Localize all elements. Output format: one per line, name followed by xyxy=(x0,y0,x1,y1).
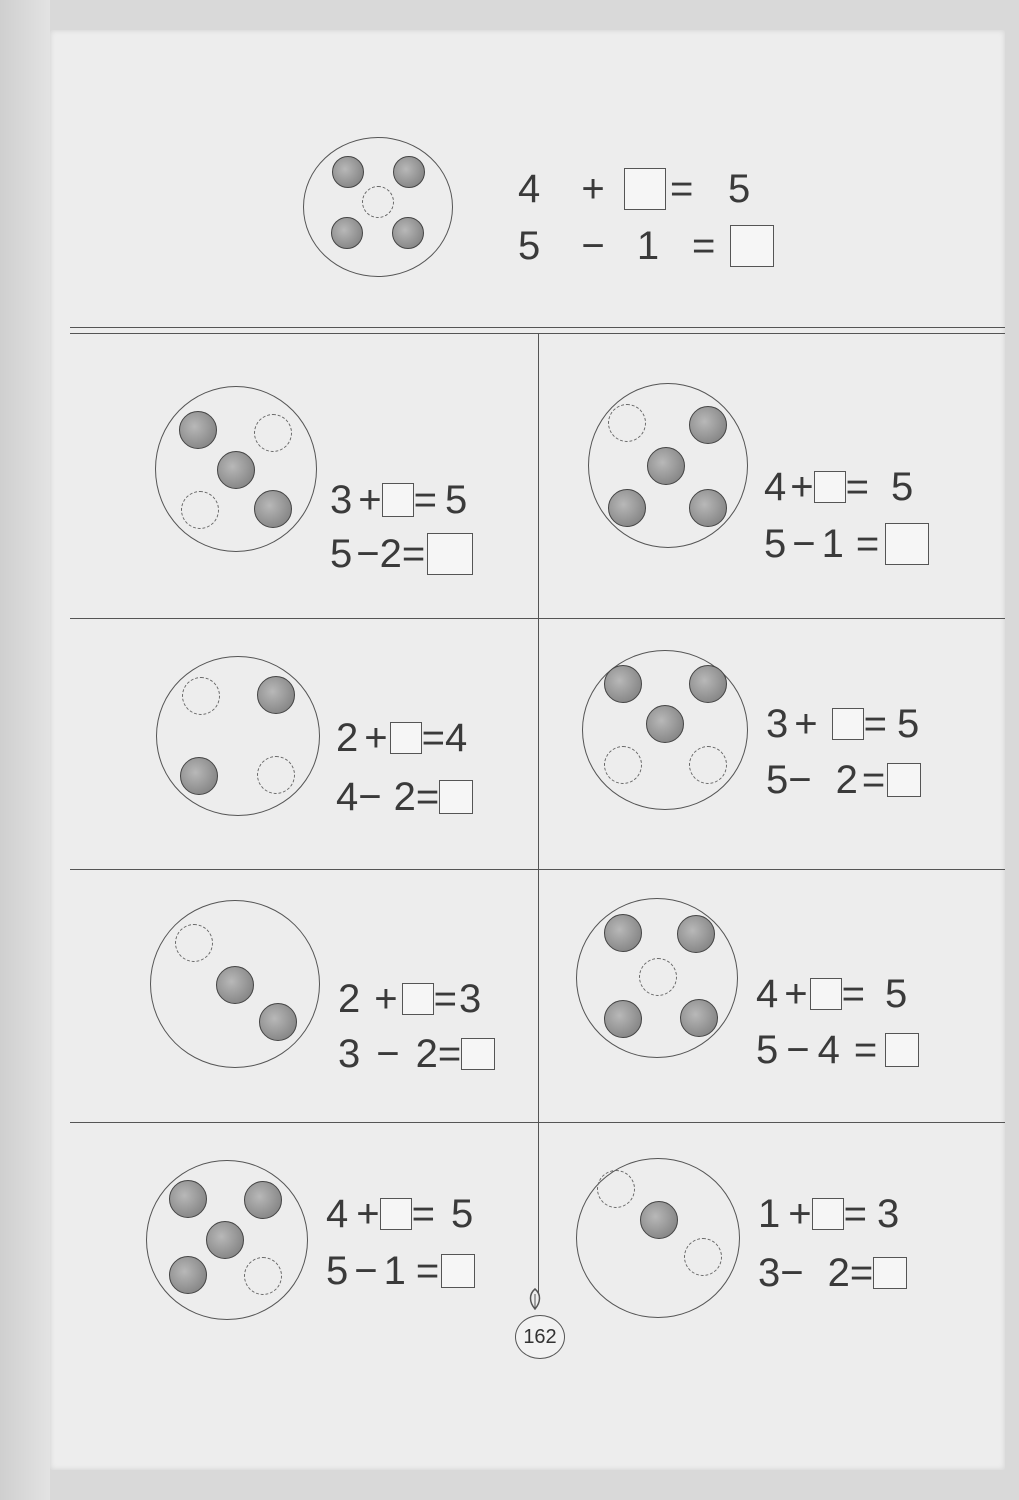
filled-counter xyxy=(179,411,217,449)
operand: 3 xyxy=(758,1251,781,1295)
empty-counter xyxy=(604,746,642,784)
answer-box[interactable] xyxy=(810,978,842,1010)
equals-sign: = xyxy=(437,1032,462,1076)
page-number: 162 xyxy=(515,1315,565,1359)
counter-circle xyxy=(156,656,320,816)
operand: 2 xyxy=(379,532,402,576)
equation-subtraction xyxy=(764,520,929,568)
filled-counter xyxy=(180,757,218,795)
operator-plus: + xyxy=(374,977,398,1021)
empty-counter xyxy=(608,404,646,442)
operator-plus: + xyxy=(356,1192,380,1236)
operand: 2 xyxy=(336,716,359,760)
result: 5 xyxy=(884,972,908,1016)
operator-minus: − xyxy=(780,1251,804,1295)
operator-minus: − xyxy=(376,1032,400,1076)
filled-counter xyxy=(392,217,424,249)
result: 5 xyxy=(890,465,914,509)
equation-subtraction xyxy=(758,1249,907,1297)
operand: 2 xyxy=(827,1251,850,1295)
equals-sign: = xyxy=(849,1251,874,1295)
equals-sign: = xyxy=(841,972,865,1016)
result: 5 xyxy=(450,1192,474,1236)
empty-counter xyxy=(181,491,219,529)
equals-sign: = xyxy=(845,465,869,509)
answer-box[interactable] xyxy=(441,1254,475,1288)
equation-subtraction xyxy=(338,1030,495,1078)
answer-box[interactable] xyxy=(624,168,666,210)
operator-plus: + xyxy=(790,465,814,509)
empty-counter xyxy=(597,1170,635,1208)
answer-box[interactable] xyxy=(439,780,473,814)
equation-addition xyxy=(756,970,907,1018)
filled-counter xyxy=(689,489,727,527)
equation-subtraction xyxy=(756,1026,919,1074)
empty-counter xyxy=(362,186,394,218)
equals-sign: = xyxy=(692,224,716,268)
empty-counter xyxy=(254,414,292,452)
page-edge xyxy=(0,0,50,1500)
equation-addition xyxy=(758,1190,899,1238)
filled-counter xyxy=(217,451,255,489)
operand: 2 xyxy=(338,977,361,1021)
empty-counter xyxy=(684,1238,722,1276)
operand: 2 xyxy=(415,1032,438,1076)
answer-box[interactable] xyxy=(382,483,414,517)
answer-box[interactable] xyxy=(402,983,434,1015)
equals-sign: = xyxy=(411,1192,435,1236)
operator-plus: + xyxy=(358,478,382,522)
operator-minus: − xyxy=(358,775,382,819)
operand: 1 xyxy=(758,1192,781,1236)
operator-minus: − xyxy=(354,1249,378,1293)
filled-counter xyxy=(604,665,642,703)
filled-counter xyxy=(206,1221,244,1259)
equals-sign: = xyxy=(863,702,887,746)
empty-counter xyxy=(182,677,220,715)
operand: 5 xyxy=(764,522,787,566)
operand: 5 xyxy=(330,532,353,576)
filled-counter xyxy=(640,1201,678,1239)
equation-addition xyxy=(764,463,913,511)
filled-counter xyxy=(169,1256,207,1294)
filled-counter xyxy=(331,217,363,249)
equals-sign: = xyxy=(670,167,694,211)
equation-addition xyxy=(336,714,467,762)
operand: 1 xyxy=(636,224,660,268)
operand: 3 xyxy=(330,478,353,522)
empty-counter xyxy=(244,1257,282,1295)
operator-plus: + xyxy=(788,1192,812,1236)
filled-counter xyxy=(169,1180,207,1218)
operand: 4 xyxy=(518,167,541,211)
operand: 3 xyxy=(766,702,789,746)
filled-counter xyxy=(393,156,425,188)
equation-subtraction-top xyxy=(518,222,774,270)
filled-counter xyxy=(646,705,684,743)
equation-subtraction xyxy=(326,1247,475,1295)
filled-counter xyxy=(216,966,254,1004)
filled-counter xyxy=(254,490,292,528)
filled-counter xyxy=(332,156,364,188)
operator-minus: − xyxy=(581,224,605,268)
result: 4 xyxy=(444,716,468,760)
filled-counter xyxy=(257,676,295,714)
equals-sign: = xyxy=(855,522,880,566)
operand: 4 xyxy=(336,775,359,819)
filled-counter xyxy=(647,447,685,485)
answer-box[interactable] xyxy=(885,1033,919,1067)
operator-plus: + xyxy=(581,167,605,211)
answer-box[interactable] xyxy=(832,708,864,740)
equation-subtraction xyxy=(330,530,473,578)
answer-box[interactable] xyxy=(812,1198,844,1230)
operator-plus: + xyxy=(784,972,808,1016)
operator-minus: − xyxy=(792,522,816,566)
leaf-icon xyxy=(528,1288,542,1310)
filled-counter xyxy=(604,1000,642,1038)
equals-sign: = xyxy=(415,1249,440,1293)
answer-box[interactable] xyxy=(873,1257,907,1289)
filled-counter xyxy=(604,914,642,952)
operand: 4 xyxy=(756,972,779,1016)
operator-minus: − xyxy=(356,532,380,576)
result: 3 xyxy=(458,977,482,1021)
divider-double-top xyxy=(70,327,1005,328)
operand: 5 xyxy=(518,224,541,268)
equation-addition xyxy=(330,476,467,524)
equation-addition xyxy=(338,975,481,1023)
operand: 2 xyxy=(835,758,858,802)
operand: 4 xyxy=(764,465,787,509)
equation-subtraction xyxy=(336,773,473,821)
result: 5 xyxy=(896,702,920,746)
equals-sign: = xyxy=(415,775,440,819)
result: 5 xyxy=(444,478,468,522)
filled-counter xyxy=(608,489,646,527)
filled-counter xyxy=(689,665,727,703)
equation-addition xyxy=(766,700,919,748)
operand: 1 xyxy=(821,522,844,566)
equals-sign: = xyxy=(853,1028,878,1072)
filled-counter xyxy=(689,406,727,444)
answer-box[interactable] xyxy=(814,471,846,503)
equals-sign: = xyxy=(861,758,886,802)
filled-counter xyxy=(259,1003,297,1041)
operand: 1 xyxy=(383,1249,406,1293)
equals-sign: = xyxy=(401,532,426,576)
filled-counter xyxy=(244,1181,282,1219)
answer-box[interactable] xyxy=(730,225,774,267)
answer-box[interactable] xyxy=(380,1198,412,1230)
equals-sign: = xyxy=(413,478,437,522)
empty-counter xyxy=(639,958,677,996)
operand: 5 xyxy=(766,758,789,802)
empty-counter xyxy=(175,924,213,962)
operator-minus: − xyxy=(788,758,812,802)
result: 5 xyxy=(728,167,751,211)
operator-plus: + xyxy=(364,716,388,760)
equals-sign: = xyxy=(433,977,457,1021)
filled-counter xyxy=(680,999,718,1037)
equation-addition xyxy=(326,1190,473,1238)
operator-minus: − xyxy=(786,1028,810,1072)
equals-sign: = xyxy=(843,1192,867,1236)
column-divider xyxy=(538,334,539,1294)
operand: 2 xyxy=(393,775,416,819)
empty-counter xyxy=(689,746,727,784)
operand: 4 xyxy=(326,1192,349,1236)
equation-addition-top xyxy=(518,165,750,213)
operator-plus: + xyxy=(794,702,818,746)
answer-box[interactable] xyxy=(427,533,473,575)
equals-sign: = xyxy=(421,716,445,760)
operand: 4 xyxy=(817,1028,840,1072)
answer-box[interactable] xyxy=(461,1038,495,1070)
empty-counter xyxy=(257,756,295,794)
operand: 5 xyxy=(326,1249,349,1293)
equation-subtraction xyxy=(766,756,921,804)
operand: 3 xyxy=(338,1032,361,1076)
result: 3 xyxy=(876,1192,900,1236)
answer-box[interactable] xyxy=(887,763,921,797)
answer-box[interactable] xyxy=(390,722,422,754)
operand: 5 xyxy=(756,1028,779,1072)
filled-counter xyxy=(677,915,715,953)
answer-box[interactable] xyxy=(885,523,929,565)
